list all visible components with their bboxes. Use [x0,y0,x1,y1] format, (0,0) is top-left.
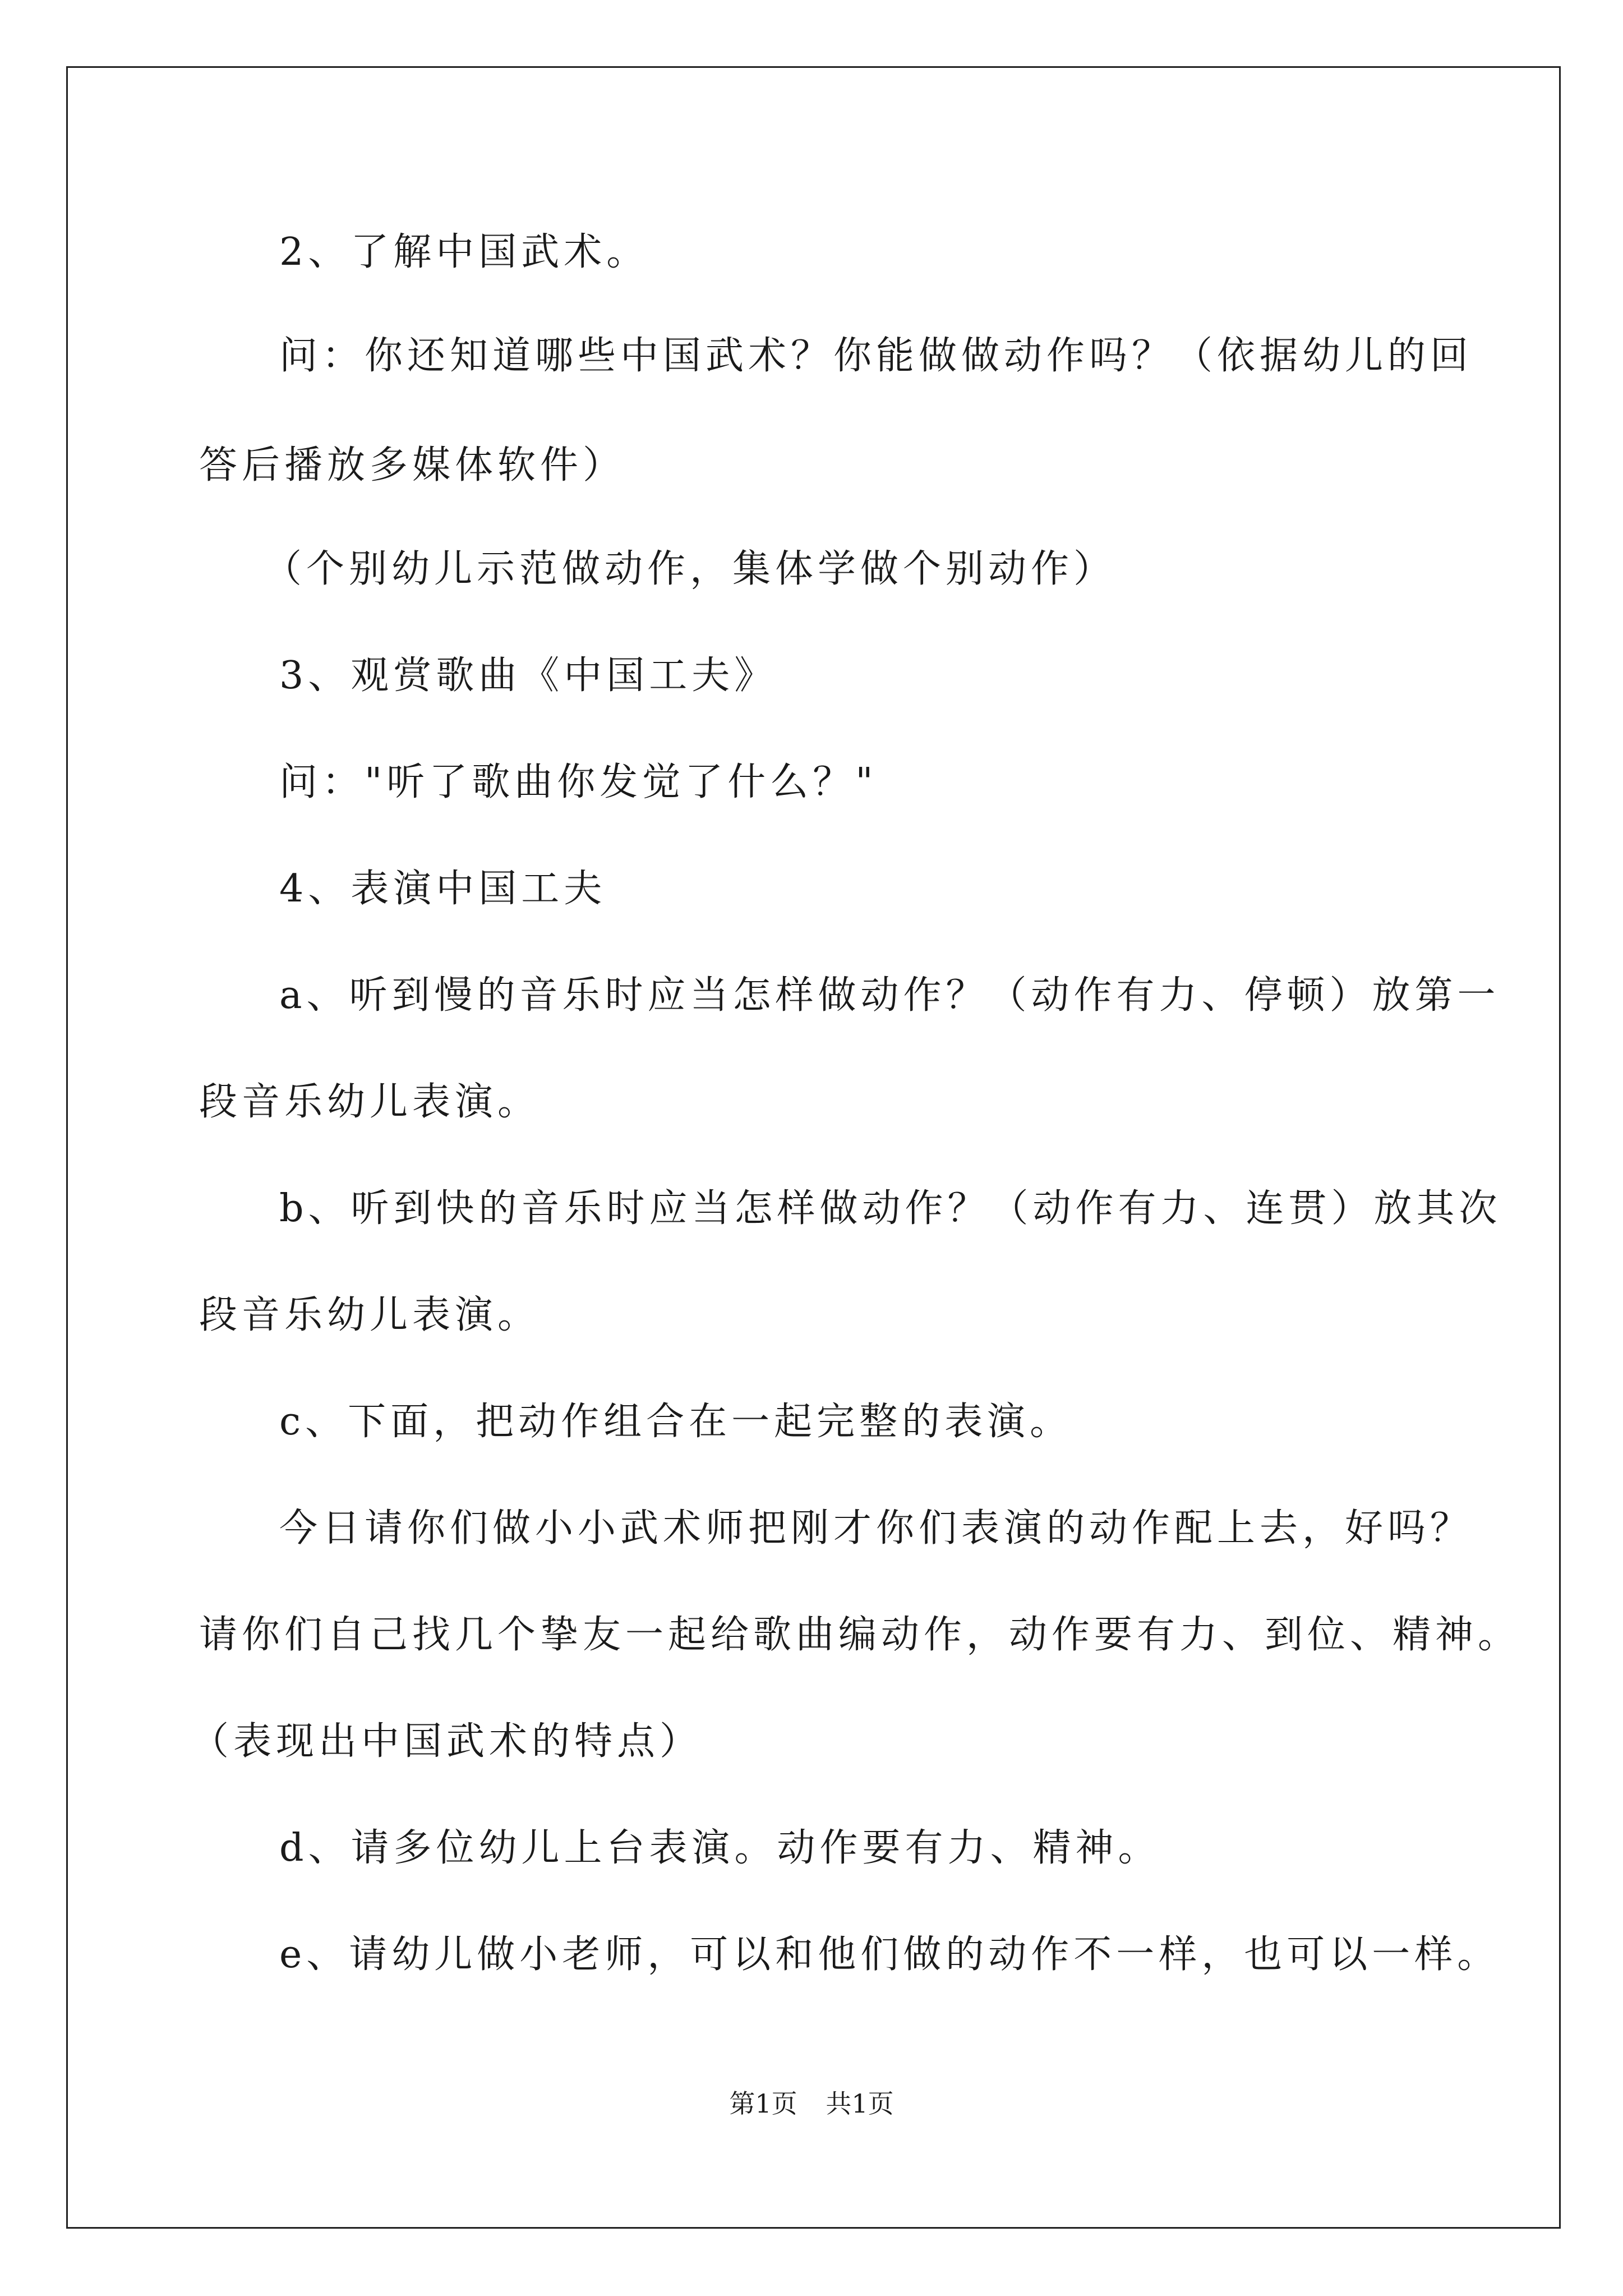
text-line-14: 请你们自己找几个挚友一起给歌曲编动作，动作要有力、到位、精神。 [199,1613,1521,1657]
text-line-4: （个别幼儿示范做动作，集体学做个别动作） [264,547,1117,591]
text-line-17: e、请幼儿做小老师，可以和他们做的动作不一样，也可以一样。 [279,1932,1500,1977]
page-number: 第1页 [729,2088,797,2119]
text-line-13: 今日请你们做小小武术师把刚才你们表演的动作配上去，好吗？ [279,1506,1473,1550]
page-total: 共1页 [826,2088,894,2119]
text-line-6: 问："听了歌曲你发觉了什么？" [279,760,878,804]
text-line-8: a、听到慢的音乐时应当怎样做动作？（动作有力、停顿）放第一 [279,973,1500,1018]
text-line-12: c、下面，把动作组合在一起完整的表演。 [279,1400,1073,1444]
text-line-1: 2、了解中国武术。 [279,230,649,274]
text-line-10: b、听到快的音乐时应当怎样做动作？（动作有力、连贯）放其次 [279,1186,1502,1231]
text-line-2: 问：你还知道哪些中国武术？你能做做动作吗？（依据幼儿的回 [279,334,1473,378]
text-line-3: 答后播放多媒体软件） [199,443,626,487]
page-border [66,66,1561,2229]
text-line-16: d、请多位幼儿上台表演。动作要有力、精神。 [279,1826,1161,1870]
text-line-15: （表现出中国武术的特点） [191,1719,703,1764]
text-line-11: 段音乐幼儿表演。 [199,1293,541,1337]
page-footer [0,2087,1623,2120]
text-line-5: 3、观赏歌曲《中国工夫》 [279,654,777,698]
text-line-7: 4、表演中国工夫 [279,867,607,911]
text-line-9: 段音乐幼儿表演。 [199,1080,541,1124]
